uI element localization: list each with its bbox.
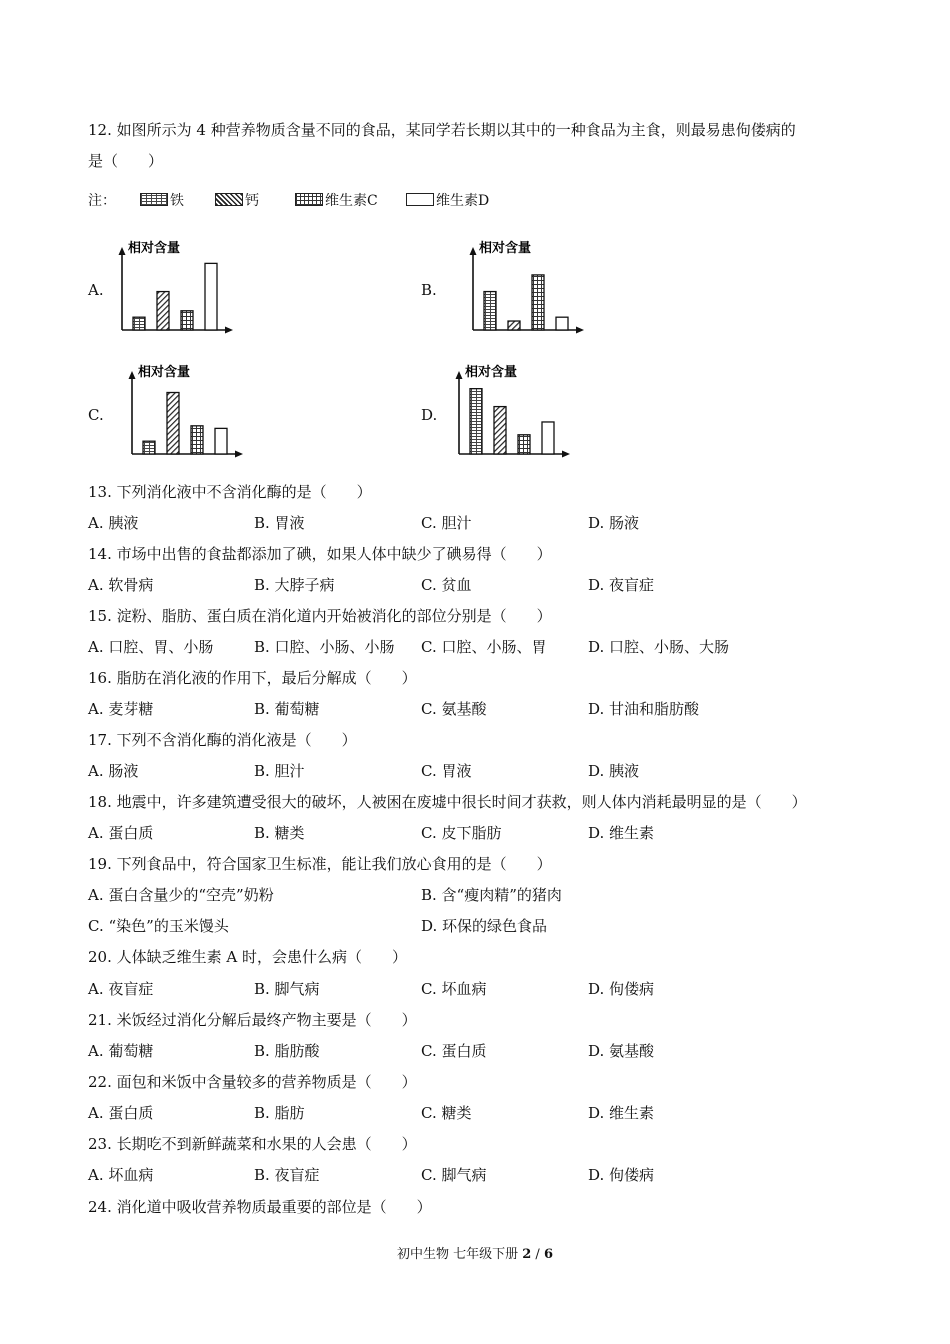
option-a[interactable]: A. 口腔、胃、小肠	[88, 638, 214, 656]
option-c[interactable]: C. 蛋白质	[421, 1042, 487, 1060]
question-19-options-row1	[88, 885, 868, 905]
y-axis-arrow	[470, 247, 477, 255]
question-22-options	[88, 1103, 868, 1123]
option-a[interactable]: A. 麦芽糖	[88, 700, 154, 718]
bar-iron	[470, 389, 482, 454]
question-17-stem: 17. 下列不含消化酶的消化液是（ ）	[88, 731, 357, 749]
option-b[interactable]: B. 脚气病	[254, 980, 320, 998]
x-axis-arrow	[576, 327, 584, 334]
option-d[interactable]: D. 环保的绿色食品	[421, 917, 548, 935]
option-c[interactable]: C. 胃液	[421, 762, 472, 780]
bar-vitamin-d	[556, 317, 568, 330]
legend-item-vitamin-c: 维生素C	[295, 190, 378, 212]
option-a[interactable]: A. 胰液	[88, 514, 139, 532]
option-d[interactable]: D. 甘油和脂肪酸	[588, 700, 700, 718]
option-a[interactable]: A. 肠液	[88, 762, 139, 780]
bar-vitamin-d	[205, 263, 217, 330]
question-15-options	[88, 637, 868, 657]
question-13-options	[88, 513, 868, 533]
chart-option-label: D.	[421, 406, 438, 424]
option-b[interactable]: B. 脂肪酸	[254, 1042, 320, 1060]
option-d[interactable]: D. 口腔、小肠、大肠	[588, 638, 730, 656]
y-axis-arrow	[119, 247, 126, 255]
x-axis-arrow	[562, 451, 570, 458]
y-axis-title: 相对含量	[465, 365, 518, 380]
question-23-options	[88, 1165, 868, 1185]
question-17-options	[88, 761, 868, 781]
option-a[interactable]: A. 软骨病	[88, 576, 154, 594]
question-12-stem-line1: 12. 如图所示为 4 种营养物质含量不同的食品，某同学若长期以其中的一种食品为主食，则最易患佝偻病的	[88, 121, 796, 139]
option-c[interactable]: C. 氨基酸	[421, 700, 487, 718]
question-20-options	[88, 979, 868, 999]
option-b[interactable]: B. 脂肪	[254, 1104, 305, 1122]
y-axis-arrow	[129, 371, 136, 379]
option-a[interactable]: A. 坏血病	[88, 1166, 154, 1184]
question-12-stem-line2: 是（ ）	[88, 152, 164, 170]
question-16-options	[88, 699, 868, 719]
bar-calcium	[508, 321, 520, 330]
option-b[interactable]: B. 含“瘦肉精”的猪肉	[421, 886, 562, 904]
option-a[interactable]: A. 夜盲症	[88, 980, 154, 998]
option-c[interactable]: C. 脚气病	[421, 1166, 487, 1184]
question-23-stem: 23. 长期吃不到新鲜蔬菜和水果的人会患（ ）	[88, 1135, 417, 1153]
legend-item-iron: 铁	[140, 190, 184, 212]
bar-chart-a	[114, 240, 274, 340]
option-d[interactable]: D. 维生素	[588, 1104, 655, 1122]
question-19-stem: 19. 下列食品中，符合国家卫生标准，能让我们放心食用的是（ ）	[88, 855, 552, 873]
legend-note: 注：	[88, 193, 116, 209]
option-d[interactable]: D. 佝偻病	[588, 1166, 655, 1184]
chart-option-label: C.	[88, 406, 104, 424]
x-axis-arrow	[235, 451, 243, 458]
option-b[interactable]: B. 大脖子病	[254, 576, 335, 594]
footer-total-pages: 6	[543, 1247, 553, 1262]
question-24-stem: 24. 消化道中吸收营养物质最重要的部位是（ ）	[88, 1198, 432, 1216]
bar-calcium	[167, 393, 179, 455]
question-14-options	[88, 575, 868, 595]
option-c[interactable]: C. 贫血	[421, 576, 472, 594]
option-c[interactable]: C. 坏血病	[421, 980, 487, 998]
y-axis-title: 相对含量	[128, 241, 181, 256]
question-18-stem: 18. 地震中，许多建筑遭受很大的破坏，人被困在废墟中很长时间才获救，则人体内消耗最明显的是（ ）	[88, 793, 807, 811]
chart-option-label: B.	[421, 281, 437, 299]
option-b[interactable]: B. 夜盲症	[254, 1166, 320, 1184]
option-c[interactable]: C. 胆汁	[421, 514, 472, 532]
option-a[interactable]: A. 蛋白质	[88, 824, 154, 842]
page-footer	[0, 1246, 950, 1264]
question-22-stem: 22. 面包和米饭中含量较多的营养物质是（ ）	[88, 1073, 417, 1091]
option-b[interactable]: B. 葡萄糖	[254, 700, 320, 718]
bar-vitamin-c	[191, 426, 203, 454]
bar-vitamin-d	[215, 428, 227, 454]
footer-separator: /	[531, 1247, 544, 1262]
bar-calcium	[157, 292, 169, 330]
option-b[interactable]: B. 胃液	[254, 514, 305, 532]
question-19-options-row2	[88, 916, 868, 936]
legend-swatch-calcium	[215, 193, 243, 206]
option-d[interactable]: D. 氨基酸	[588, 1042, 655, 1060]
question-14-stem: 14. 市场中出售的食盐都添加了碘，如果人体中缺少了碘易得（ ）	[88, 545, 552, 563]
question-13-stem: 13. 下列消化液中不含消化酶的是（ ）	[88, 483, 372, 501]
y-axis-arrow	[456, 371, 463, 379]
option-a[interactable]: A. 蛋白含量少的“空壳”奶粉	[88, 886, 274, 904]
question-20-stem: 20. 人体缺乏维生素 A 时，会患什么病（ ）	[88, 948, 407, 966]
bar-iron	[484, 292, 496, 330]
option-a[interactable]: A. 蛋白质	[88, 1104, 154, 1122]
bar-chart-d	[451, 364, 611, 464]
option-d[interactable]: D. 维生素	[588, 824, 655, 842]
bar-vitamin-c	[532, 275, 544, 330]
question-18-options	[88, 823, 868, 843]
question-15-stem: 15. 淀粉、脂肪、蛋白质在消化道内开始被消化的部位分别是（ ）	[88, 607, 552, 625]
question-21-options	[88, 1041, 868, 1061]
question-16-stem: 16. 脂肪在消化液的作用下，最后分解成（ ）	[88, 669, 417, 687]
question-21-stem: 21. 米饭经过消化分解后最终产物主要是（ ）	[88, 1011, 417, 1029]
option-c[interactable]: C. 口腔、小肠、胃	[421, 638, 547, 656]
bar-iron	[133, 317, 145, 330]
option-b[interactable]: B. 糖类	[254, 824, 305, 842]
bar-iron	[143, 441, 155, 454]
bar-vitamin-d	[542, 422, 554, 454]
legend-swatch-vitamin-d	[406, 193, 434, 206]
legend-swatch-vitamin-c	[295, 193, 323, 206]
option-b[interactable]: B. 胆汁	[254, 762, 305, 780]
option-d[interactable]: D. 佝偻病	[588, 980, 655, 998]
y-axis-title: 相对含量	[138, 365, 191, 380]
legend-item-vitamin-d: 维生素D	[406, 190, 489, 212]
option-b[interactable]: B. 口腔、小肠、小肠	[254, 638, 395, 656]
legend-item-calcium: 钙	[215, 190, 259, 212]
chart-option-label: A.	[88, 281, 104, 299]
option-a[interactable]: A. 葡萄糖	[88, 1042, 154, 1060]
bar-vitamin-c	[518, 435, 530, 454]
footer-page-number: 2	[522, 1247, 532, 1262]
option-c[interactable]: C. “染色”的玉米馒头	[88, 917, 229, 935]
x-axis-arrow	[225, 327, 233, 334]
bar-vitamin-c	[181, 311, 193, 330]
legend-swatch-iron	[140, 193, 168, 206]
bar-chart-b	[465, 240, 625, 340]
bar-chart-c	[124, 364, 284, 464]
option-c[interactable]: C. 糖类	[421, 1104, 472, 1122]
option-d[interactable]: D. 夜盲症	[588, 576, 655, 594]
y-axis-title: 相对含量	[479, 241, 532, 256]
option-c[interactable]: C. 皮下脂肪	[421, 824, 502, 842]
option-d[interactable]: D. 肠液	[588, 514, 640, 532]
option-d[interactable]: D. 胰液	[588, 762, 640, 780]
bar-calcium	[494, 407, 506, 454]
footer-text: 初中生物 七年级下册	[396, 1247, 523, 1262]
